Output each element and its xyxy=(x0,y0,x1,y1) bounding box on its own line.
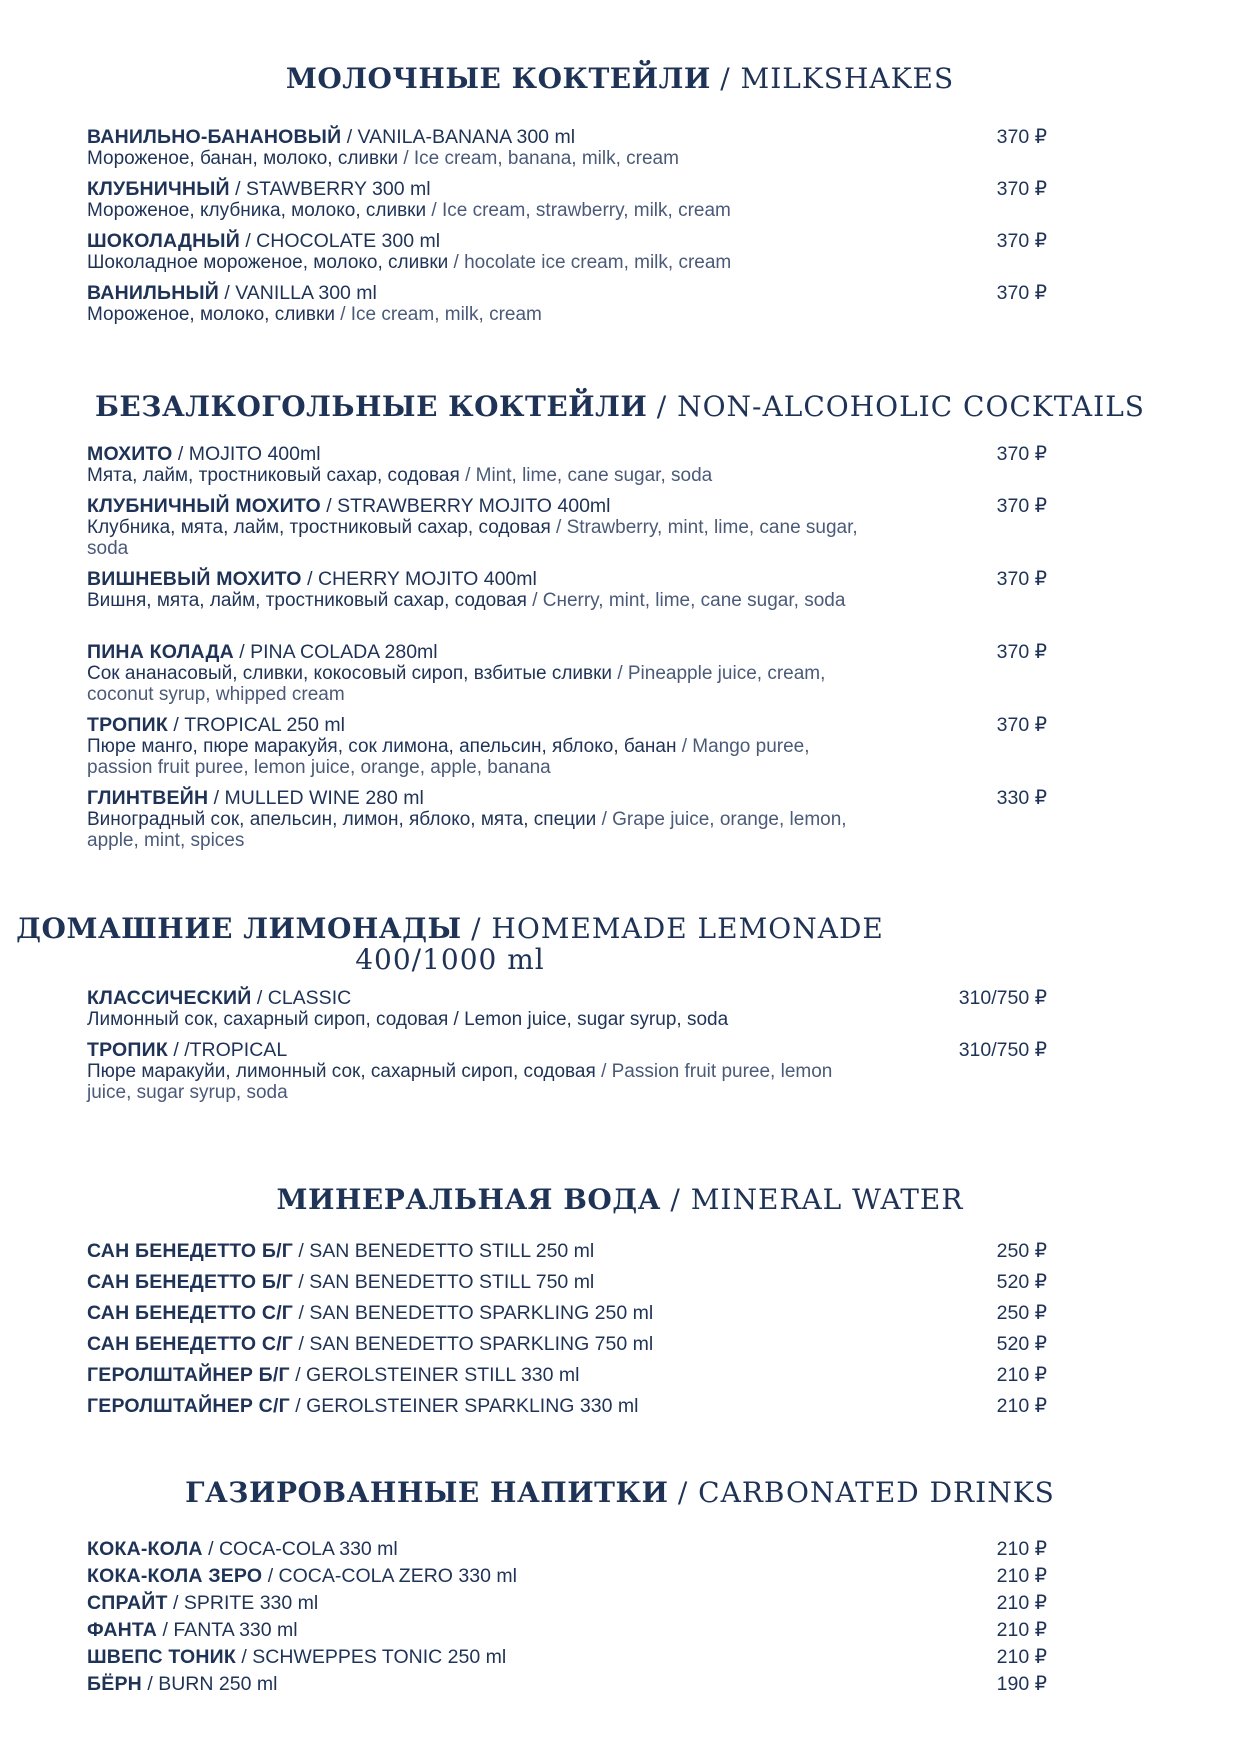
item-description-ru: Шоколадное мороженое, молоко, сливки xyxy=(87,252,449,273)
item-description xyxy=(87,148,867,169)
item-name xyxy=(87,641,1047,663)
menu-item xyxy=(87,568,1047,611)
item-name-en: / CHERRY MOJITO 400ml xyxy=(307,568,537,590)
item-name-en: / STRAWBERRY MOJITO 400ml xyxy=(326,495,611,517)
item-price: 310/750 ₽ xyxy=(958,987,1047,1009)
item-description xyxy=(87,1009,907,1030)
menu-item xyxy=(87,1364,1047,1386)
item-name-ru: КЛУБНИЧНЫЙ xyxy=(87,178,230,200)
item-name-ru: КЛАССИЧЕСКИЙ xyxy=(87,987,252,1009)
item-description xyxy=(87,663,867,705)
item-name xyxy=(87,1673,1047,1695)
item-name-ru: САН БЕНЕДЕТТО Б/Г xyxy=(87,1271,293,1293)
item-name-ru: КОКА-КОЛА xyxy=(87,1538,203,1560)
menu-item xyxy=(87,282,1047,325)
item-name-ru: ПИНА КОЛАДА xyxy=(87,641,234,663)
item-price: 370 ₽ xyxy=(996,443,1047,465)
item-price: 210 ₽ xyxy=(996,1619,1047,1641)
item-description-en: / Ice cream, strawberry, milk, cream xyxy=(431,200,731,221)
item-name-en: / SAN BENEDETTO SPARKLING 750 ml xyxy=(298,1333,654,1355)
item-description-ru: Пюре маракуйи, лимонный сок, сахарный сироп, содовая xyxy=(87,1061,596,1082)
item-name-ru: КЛУБНИЧНЫЙ МОХИТО xyxy=(87,495,321,517)
item-name xyxy=(87,987,1047,1009)
item-name xyxy=(87,1302,1047,1324)
item-price: 330 ₽ xyxy=(996,787,1047,809)
item-name-en: / VANILLA 300 ml xyxy=(224,282,377,304)
menu-item xyxy=(87,126,1047,169)
item-name-en: / SAN BENEDETTO STILL 250 ml xyxy=(293,1240,595,1262)
item-price: 370 ₽ xyxy=(996,568,1047,590)
item-name xyxy=(87,714,1047,736)
item-description-ru: Мята, лайм, тростниковый сахар, содовая xyxy=(87,465,460,486)
item-description-ru: Клубника, мята, лайм, тростниковый сахар, содовая xyxy=(87,517,551,538)
item-name-ru: ТРОПИК xyxy=(87,1039,168,1061)
item-name-ru: БЁРН xyxy=(87,1673,142,1695)
item-name-ru: СПРАЙТ xyxy=(87,1592,168,1614)
item-description-ru: Мороженое, банан, молоко, сливки xyxy=(87,148,399,169)
menu-item xyxy=(87,1333,1047,1355)
item-name-en: / STAWBERRY 300 ml xyxy=(235,178,431,200)
item-price: 520 ₽ xyxy=(996,1271,1047,1293)
item-name xyxy=(87,1364,1047,1386)
item-price: 210 ₽ xyxy=(996,1395,1047,1417)
menu-item xyxy=(87,1302,1047,1324)
item-description-en: / Passion fruit puree, lemon juice, sugar syrup, soda xyxy=(87,1061,833,1103)
item-name-ru: ВАНИЛЬНЫЙ xyxy=(87,282,219,304)
item-name xyxy=(87,1240,1047,1262)
item-name xyxy=(87,1565,1047,1587)
item-description-ru: Сок ананасовый, сливки, кокосовый сироп, взбитые сливки xyxy=(87,663,613,684)
item-name-ru: САН БЕНЕДЕТТО С/Г xyxy=(87,1302,294,1324)
item-description-en: / Cнerry, mint, lime, cane sugar, soda xyxy=(532,590,846,611)
item-price: 370 ₽ xyxy=(996,641,1047,663)
item-price: 190 ₽ xyxy=(996,1673,1047,1695)
item-price: 310/750 ₽ xyxy=(958,1039,1047,1061)
menu-item xyxy=(87,1619,1047,1641)
item-price: 210 ₽ xyxy=(996,1565,1047,1587)
item-name-ru: ВАНИЛЬНО-БАНАНОВЫЙ xyxy=(87,126,342,148)
item-name-en: / GEROLSTEINER SPARKLING 330 ml xyxy=(295,1395,639,1417)
item-name-ru: ГЕРОЛШТАЙНЕР Б/Г xyxy=(87,1364,290,1386)
section-title-milkshakes: МОЛОЧНЫЕ КОКТЕЙЛИ / MILKSHAKES xyxy=(285,62,955,95)
menu-item xyxy=(87,1538,1047,1560)
item-price: 370 ₽ xyxy=(996,126,1047,148)
menu-item xyxy=(87,1039,1047,1103)
item-name-en: / CHOCOLATE 300 ml xyxy=(245,230,441,252)
item-description xyxy=(87,809,867,851)
section-title-mineral-water: МИНЕРАЛЬНАЯ ВОДА / MINERAL WATER xyxy=(276,1183,964,1216)
item-description-en: / Pineapple juice, cream, coconut syrup, whipped cream xyxy=(87,663,826,705)
item-name-ru: ВИШНЕВЫЙ МОХИТО xyxy=(87,568,302,590)
item-name xyxy=(87,443,1047,465)
item-description-ru: Лимонный сок, сахарный сироп, содовая / Lemon juice, sugar syrup, soda xyxy=(87,1009,729,1030)
item-name xyxy=(87,495,1047,517)
item-name xyxy=(87,1271,1047,1293)
item-name xyxy=(87,1333,1047,1355)
item-name-ru: МОХИТО xyxy=(87,443,173,465)
item-name xyxy=(87,787,1047,809)
item-price: 250 ₽ xyxy=(996,1302,1047,1324)
menu-item xyxy=(87,1565,1047,1587)
item-name xyxy=(87,1538,1047,1560)
item-name-en: / CLASSIC xyxy=(256,987,352,1009)
menu-item xyxy=(87,641,1047,705)
menu-item xyxy=(87,495,1047,559)
item-price: 250 ₽ xyxy=(996,1240,1047,1262)
item-description xyxy=(87,304,867,325)
item-name-en: / PINA COLADA 280ml xyxy=(239,641,438,663)
item-description-ru: Виноградный сок, апельсин, лимон, яблоко, мята, специи xyxy=(87,809,597,830)
section-title-carbonated: ГАЗИРОВАННЫЕ НАПИТКИ / CARBONATED DRINKS xyxy=(185,1476,1055,1509)
item-price: 370 ₽ xyxy=(996,230,1047,252)
menu-item xyxy=(87,987,1047,1030)
item-name-ru: ТРОПИК xyxy=(87,714,168,736)
menu-item xyxy=(87,178,1047,221)
item-description-en: / Mint, lime, cane sugar, soda xyxy=(465,465,713,486)
item-name xyxy=(87,1395,1047,1417)
item-description-en: / Ice cream, milk, cream xyxy=(340,304,542,325)
item-price: 370 ₽ xyxy=(996,495,1047,517)
item-name xyxy=(87,178,1047,200)
item-price: 210 ₽ xyxy=(996,1538,1047,1560)
menu-item xyxy=(87,1646,1047,1668)
menu-item xyxy=(87,1395,1047,1417)
section-subtitle-lemonade: 400/1000 ml xyxy=(355,943,545,976)
item-name-en: / SAN BENEDETTO SPARKLING 250 ml xyxy=(298,1302,654,1324)
item-name xyxy=(87,1039,1047,1061)
item-description-ru: Пюре манго, пюре маракуйя, сок лимона, апельсин, яблоко, банан xyxy=(87,736,677,757)
menu-item xyxy=(87,1240,1047,1262)
item-name-en: / FANTA 330 ml xyxy=(162,1619,298,1641)
item-name xyxy=(87,282,1047,304)
item-name-ru: САН БЕНЕДЕТТО Б/Г xyxy=(87,1240,293,1262)
item-description xyxy=(87,200,867,221)
item-description xyxy=(87,252,867,273)
item-description xyxy=(87,517,867,559)
item-name-en: / GEROLSTEINER STILL 330 ml xyxy=(295,1364,580,1386)
menu-item xyxy=(87,443,1047,486)
item-name xyxy=(87,1646,1047,1668)
menu-item xyxy=(87,714,1047,778)
item-name-en: / SPRITE 330 ml xyxy=(173,1592,319,1614)
item-description xyxy=(87,736,867,778)
item-description xyxy=(87,590,867,611)
item-price: 370 ₽ xyxy=(996,714,1047,736)
item-name-ru: ГЕРОЛШТАЙНЕР С/Г xyxy=(87,1395,290,1417)
menu-item xyxy=(87,230,1047,273)
item-name xyxy=(87,126,1047,148)
item-price: 370 ₽ xyxy=(996,282,1047,304)
item-name-en: / SCHWEPPES TONIC 250 ml xyxy=(241,1646,507,1668)
item-price: 370 ₽ xyxy=(996,178,1047,200)
item-name xyxy=(87,1619,1047,1641)
item-description-en: / Grape juice, orange, lemon, apple, mint, spices xyxy=(87,809,847,851)
item-price: 210 ₽ xyxy=(996,1646,1047,1668)
item-name-ru: ШВЕПС ТОНИК xyxy=(87,1646,236,1668)
item-name-en: / COCA-COLA 330 ml xyxy=(202,1538,398,1560)
item-description-ru: Вишня, мята, лайм, тростниковый сахар, содовая xyxy=(87,590,527,611)
item-name-en: / MULLED WINE 280 ml xyxy=(213,787,424,809)
item-description-en: / Strawberry, mint, lime, cane sugar, soda xyxy=(87,517,858,559)
item-description-en: / Ice cream, banana, milk, cream xyxy=(403,148,679,169)
menu-item xyxy=(87,1592,1047,1614)
item-name-ru: ГЛИНТВЕЙН xyxy=(87,787,209,809)
item-name xyxy=(87,230,1047,252)
item-description-en: / Mango puree, passion fruit puree, lemon juice, orange, apple, banana xyxy=(87,736,810,778)
item-name-en: / SAN BENEDETTO STILL 750 ml xyxy=(298,1271,595,1293)
section-title-lemonade: ДОМАШНИЕ ЛИМОНАДЫ / HOMEMADE LEMONADE xyxy=(16,912,884,945)
item-description xyxy=(87,1061,867,1103)
item-name-ru: ФАНТА xyxy=(87,1619,158,1641)
item-description-ru: Мороженое, клубника, молоко, сливки xyxy=(87,200,427,221)
item-price: 520 ₽ xyxy=(996,1333,1047,1355)
item-description-en: / hocolate ice cream, milk, cream xyxy=(453,252,732,273)
item-description xyxy=(87,465,867,486)
item-description-ru: Мороженое, молоко, сливки xyxy=(87,304,335,325)
item-name-en: / MOJITO 400ml xyxy=(177,443,321,465)
item-name-ru: КОКА-КОЛА ЗЕРО xyxy=(87,1565,263,1587)
item-name-ru: ШОКОЛАДНЫЙ xyxy=(87,230,240,252)
item-name-en: / /TROPICAL xyxy=(173,1039,288,1061)
item-price: 210 ₽ xyxy=(996,1592,1047,1614)
item-name-en: / TROPICAL 250 ml xyxy=(173,714,345,736)
item-name xyxy=(87,1592,1047,1614)
menu-item xyxy=(87,1271,1047,1293)
item-name-en: / BURN 250 ml xyxy=(147,1673,278,1695)
menu-item xyxy=(87,1673,1047,1695)
menu-item xyxy=(87,787,1047,851)
section-title-non-alcoholic: БЕЗАЛКОГОЛЬНЫЕ КОКТЕЙЛИ / NON-ALCOHOLIC COCKTAILS xyxy=(95,390,1145,423)
item-name-en: / COCA-COLA ZERO 330 ml xyxy=(267,1565,517,1587)
item-name-en: / VANILA-BANANA 300 ml xyxy=(346,126,576,148)
item-name-ru: САН БЕНЕДЕТТО С/Г xyxy=(87,1333,294,1355)
item-name xyxy=(87,568,1047,590)
item-price: 210 ₽ xyxy=(996,1364,1047,1386)
